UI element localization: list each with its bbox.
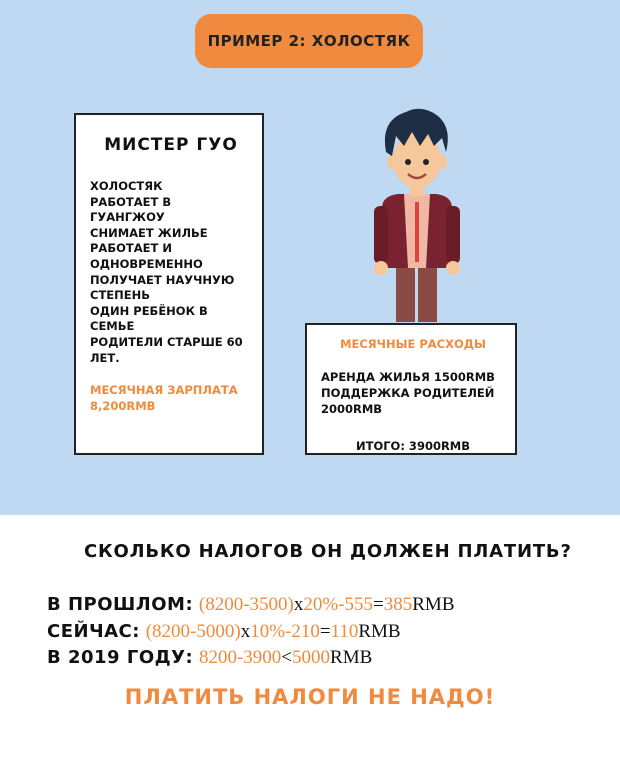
tax-conclusion: ПЛАТИТЬ НАЛОГИ НЕ НАДО! — [124, 685, 496, 709]
left-ear — [387, 155, 397, 169]
calc-2019-label: В 2019 ГОДУ: — [47, 647, 194, 668]
tie — [415, 202, 419, 262]
tax-question: СКОЛЬКО НАЛОГОВ ОН ДОЛЖЕН ПЛАТИТЬ? — [84, 541, 572, 562]
calc-result: 110 — [330, 621, 359, 642]
right-ear — [437, 155, 447, 169]
calc-now — [47, 621, 401, 643]
calc-now-expression — [146, 621, 401, 642]
calc-unit: RMB — [330, 647, 373, 668]
left-arm — [374, 206, 388, 264]
profile-facts — [90, 179, 252, 366]
calc-operator: = — [373, 594, 384, 615]
calc-result: 385 — [383, 594, 413, 615]
fact-line: ХОЛОСТЯК — [90, 179, 163, 193]
left-hand — [374, 261, 388, 275]
calc-unit: RMB — [358, 621, 401, 642]
left-eye — [405, 159, 411, 165]
fact-line: РОДИТЕЛИ СТАРШЕ 60 — [90, 334, 243, 349]
expense-line: ПОДДЕРЖКА РОДИТЕЛЕЙ — [321, 386, 495, 400]
salary-value: 8,200RMB — [90, 399, 156, 414]
calc-operator: - — [285, 621, 292, 642]
salary-label: МЕСЯЧНАЯ ЗАРПЛАТА — [90, 383, 238, 398]
example-title: ПРИМЕР 2: ХОЛОСТЯК — [207, 32, 411, 50]
calc-past-expression — [199, 594, 455, 615]
calc-operator: x — [293, 594, 304, 615]
calc-term: 555 — [344, 594, 374, 615]
left-leg — [396, 260, 415, 322]
profile-name: МИСТЕР ГУО — [104, 135, 238, 155]
right-eye — [423, 159, 429, 165]
calc-operator: = — [319, 621, 331, 642]
fact-line: СНИМАЕТ ЖИЛЬЕ — [90, 225, 208, 240]
fact-line: СТЕПЕНЬ — [90, 288, 151, 303]
fact-line: ОДИН РЕБЁНОК В — [90, 303, 208, 318]
fact-line: СЕМЬЕ — [90, 319, 135, 334]
fact-line: РАБОТАЕТ И — [90, 241, 172, 256]
calc-term: (8200-3500) — [198, 594, 294, 615]
calc-operator: < — [281, 647, 293, 668]
calc-term: 8200 — [198, 647, 237, 668]
calc-term: 3900 — [243, 647, 282, 668]
calc-unit: RMB — [412, 594, 455, 615]
calc-2019-expression — [199, 647, 372, 668]
fact-line: ГУАНГЖОУ — [90, 210, 165, 225]
fact-line: ОДНОВРЕМЕННО — [90, 256, 203, 271]
calc-now-label: СЕЙЧАС: — [47, 621, 140, 642]
expense-line: АРЕНДА ЖИЛЬЯ 1500RMB — [321, 370, 495, 384]
example-title-badge — [195, 14, 423, 68]
fact-line: ПОЛУЧАЕТ НАУЧНУЮ — [90, 272, 235, 287]
expenses-card — [305, 323, 517, 455]
expense-line: 2000RMB — [321, 402, 383, 416]
calc-term: 210 — [291, 621, 320, 642]
calc-past — [47, 594, 455, 616]
fact-line: ЛЕТ. — [90, 350, 120, 365]
calc-operator: - — [338, 594, 345, 615]
man-illustration — [362, 90, 472, 326]
right-arm — [446, 206, 460, 264]
calc-term: 10% — [250, 621, 286, 642]
calc-2019 — [47, 647, 372, 669]
expenses-total: ИТОГО: 3900RMB — [355, 439, 471, 453]
right-leg — [418, 260, 437, 322]
calc-operator: - — [236, 647, 244, 668]
right-hand — [446, 261, 460, 275]
calc-term: (8200-5000) — [145, 621, 241, 642]
profile-card — [74, 113, 264, 455]
calc-operator: x — [240, 621, 251, 642]
calc-term: 5000 — [292, 647, 331, 668]
expenses-lines — [321, 369, 505, 417]
calc-past-label: В ПРОШЛОМ: — [47, 594, 194, 615]
salary-block — [90, 382, 252, 414]
calc-term: 20% — [303, 594, 339, 615]
fact-line: РАБОТАЕТ В — [90, 194, 172, 209]
expenses-title: МЕСЯЧНЫЕ РАСХОДЫ — [340, 337, 486, 351]
